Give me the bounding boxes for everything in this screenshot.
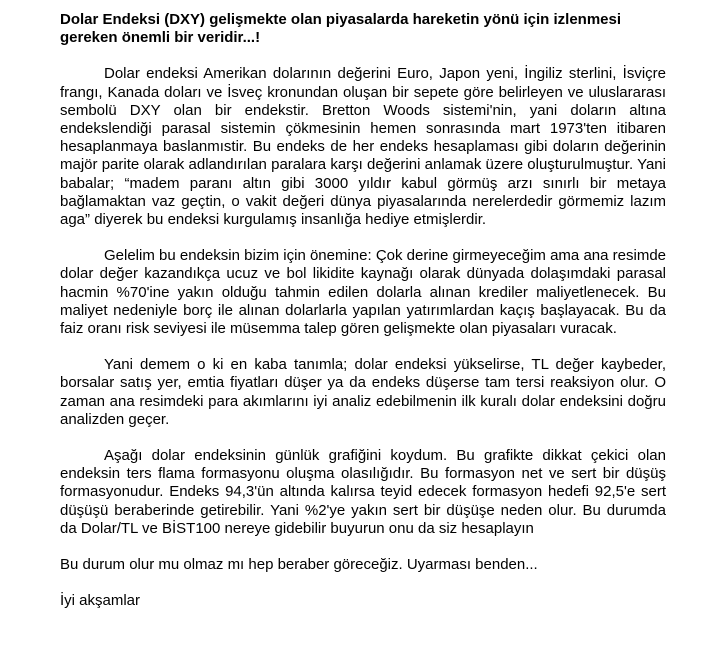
closing-line: Bu durum olur mu olmaz mı hep beraber göreceğiz. Uyarması benden... [60,556,538,574]
article-body [60,11,666,610]
article-title: Dolar Endeksi (DXY) gelişmekte olan piyasalarda hareketin yönü için izlenmesi gereken önemli bir veridir...! [60,11,622,47]
paragraph-importance: Gelelim bu endeksin bizim için önemine: Çok derine girmeyeceğim ama ana resimde dolar değer kazandıkça ucuz ve bol likidite kaynağı olarak dünyada dolaşımdaki parasal hacmin %70'ine yakın olduğu tahmin edilen dolarla alınan krediler maliyetlenecek. Bu maliyet nedeniyle borç ile alınan dolarlarla yapılan yatırımlardan kaçış başlayacak. Bu da faiz oranı risk seviyesi ile müsemma talep gören gelişmekte olan piyasaları vuracak. [60,247,666,338]
signoff-line: İyi akşamlar [60,592,141,610]
paragraph-summary: Yani demem o ki en kaba tanımla; dolar endeksi yükselirse, TL değer kaybeder, borsalar satış yer, emtia fiyatları düşer ya da endeks düşerse tam tersi reaksiyon olur. O zaman ana resimdeki para akımlarını iyi analiz edebilmenin ilk kuralı dolar endeksini doğru analizden geçer. [60,356,666,428]
paragraph-chart-analysis: Aşağı dolar endeksinin günlük grafiğini koydum. Bu grafikte dikkat çekici olan endeksin ters flama formasyonu oluşma olasılığıdır. Bu formasyon net ve sert bir düşüş formasyonudur. Endeks 94,3'ün altında kalırsa teyid edecek formasyon hedefi 92,5'e sert düşüşü beraberinde getirebilir. Yani %2'ye yakın sert bir düşüşe neden olur. Bu durumda da Dolar/TL ve BİST100 nereye gidebilir buyurun onu da siz hesaplayın [60,447,666,537]
paragraph-dxy-definition: Dolar endeksi Amerikan dolarının değerini Euro, Japon yeni, İngiliz sterlini, İsviçre frangı, Kanada doları ve İsveç kronundan oluşan bir sepete göre belirleyen ve uluslararası sembolü DXY olan bir endekstir. Bretton Woods sistemi'nin, yani doların altına endekslendiği parasal sistemin çökmesinin hemen sonrasında mart 1973'ten itibaren hesaplanmaya baslanmıstir. Bu endeks de her endeks hesaplaması gibi doların değerinin majör parite olarak adlandırılan paralara karşı değerini anlamak üzere oluşturulmuştur. Yani babalar; “madem paranı altın gibi 3000 yıldır kabul görmüş arzı sınırlı bir metaya bağlamaktan vaz geçtin, o vakit değeri dünya piyasalarında nerelerdedir görmemiz lazım aga” diyerek bu endeksi kurgulamış insanlığa hediye etmişlerdir. [60,65,666,229]
